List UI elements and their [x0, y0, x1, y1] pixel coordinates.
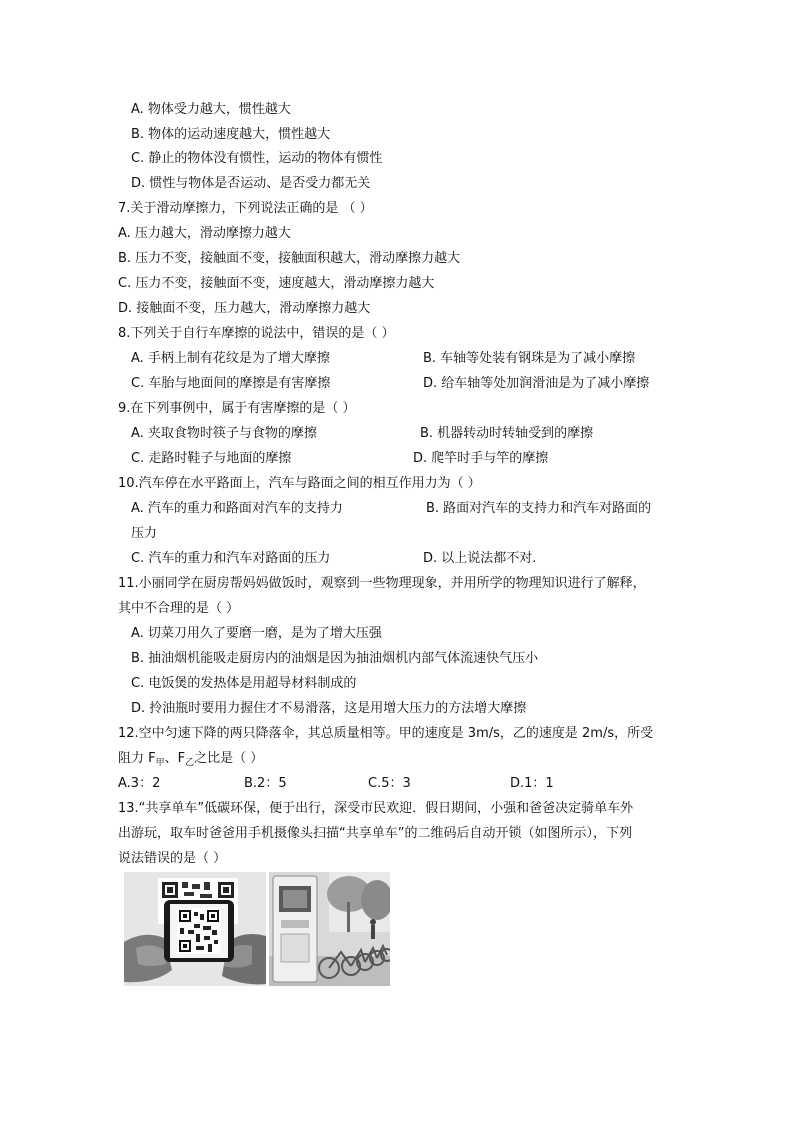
q13-stem-line3: 说法错误的是（ ）	[118, 851, 227, 866]
q7-option-d: D. 接触面不变，压力越大，滑动摩擦力越大	[118, 301, 371, 316]
q12-stem-pre: 阻力 F	[118, 751, 156, 766]
q10-option-c: C. 汽车的重力和汽车对路面的压力	[131, 551, 331, 566]
q10-option-b-line2: 压力	[131, 526, 158, 541]
q12-stem-line2	[118, 750, 263, 769]
q10-stem: 10.汽车停在水平路面上，汽车与路面之间的相互作用力为（ ）	[118, 476, 481, 491]
q7-option-c: C. 压力不变，接触面不变，速度越大，滑动摩擦力越大	[118, 276, 435, 291]
q7-option-b: B. 压力不变，接触面不变，接触面积越大，滑动摩擦力越大	[118, 251, 461, 266]
q11-stem-line1: 11.小丽同学在厨房帮妈妈做饭时，观察到一些物理现象，并用所学的物理知识进行了解释，	[118, 576, 646, 591]
q12-stem-line1: 12.空中匀速下降的两只降落伞，其总质量相等。甲的速度是 3m/s，乙的速度是 2m/s，所受	[118, 726, 654, 741]
q9-option-b: B. 机器转动时转轴受到的摩擦	[420, 426, 594, 441]
q7-option-a: A. 压力越大，滑动摩擦力越大	[118, 226, 291, 241]
q9-option-c: C. 走路时鞋子与地面的摩擦	[131, 451, 292, 466]
q10-option-d: D. 以上说法都不对.	[423, 551, 537, 566]
q13-stem-line1: 13.“共享单车”低碳环保，便于出行，深受市民欢迎．假日期间，小强和爸爸决定骑单车外	[118, 801, 634, 816]
q8-option-b: B. 车轴等处装有钢珠是为了减小摩擦	[423, 351, 636, 366]
q13-stem-line2: 出游玩，取车时爸爸用手机摄像头扫描“共享单车”的二维码后自动开锁（如图所示），下列	[118, 826, 632, 841]
q11-option-c: C. 电饭煲的发热体是用超导材料制成的	[131, 676, 357, 691]
q9-option-d: D. 爬竿时手与竿的摩擦	[413, 451, 549, 466]
q12-subscript-yi: 乙	[185, 758, 195, 768]
q8-stem: 8.下列关于自行车摩擦的说法中，错误的是（ ）	[118, 326, 395, 341]
q12-stem-post: 之比是（ ）	[194, 751, 264, 766]
q12-option-a: A.3：2	[118, 776, 161, 791]
q11-option-b: B. 抽油烟机能吸走厨房内的油烟是因为抽油烟机内部气体流速快气压小	[131, 651, 539, 666]
q8-option-d: D. 给车轴等处加润滑油是为了减小摩擦	[423, 376, 650, 391]
q9-option-a: A. 夹取食物时筷子与食物的摩擦	[131, 426, 317, 441]
q12-subscript-jia: 甲	[155, 758, 165, 768]
qr-code-icon	[177, 908, 221, 954]
qr-scan-photo	[124, 872, 266, 986]
q12-stem-mid: 、F	[164, 751, 186, 766]
bike-station-photo	[269, 872, 390, 986]
q7-stem: 7.关于滑动摩擦力，下列说法正确的是 （ ）	[118, 201, 373, 216]
q10-option-a: A. 汽车的重力和路面对汽车的支持力	[131, 501, 343, 516]
q12-option-d: D.1：1	[510, 776, 554, 791]
q10-option-b-line1: B. 路面对汽车的支持力和汽车对路面的	[426, 501, 652, 516]
phone-scan-illustration	[124, 872, 266, 986]
q8-option-c: C. 车胎与地面间的摩擦是有害摩擦	[131, 376, 331, 391]
q11-option-a: A. 切菜刀用久了要磨一磨，是为了增大压强	[131, 626, 382, 641]
q12-option-b: B.2：5	[244, 776, 287, 791]
q6-option-b: B. 物体的运动速度越大，惯性越大	[131, 127, 331, 142]
q11-option-d: D. 拎油瓶时要用力握住才不易滑落，这是用增大压力的方法增大摩擦	[131, 701, 527, 716]
kiosk-icon	[273, 876, 317, 982]
bike-station-illustration	[269, 872, 390, 986]
q9-stem: 9.在下列事例中，属于有害摩擦的是（ ）	[118, 401, 356, 416]
q12-option-c: C.5：3	[368, 776, 411, 791]
q6-option-c: C. 静止的物体没有惯性，运动的物体有惯性	[131, 151, 383, 166]
q6-option-d: D. 惯性与物体是否运动、是否受力都无关	[131, 176, 371, 191]
q8-option-a: A. 手柄上制有花纹是为了增大摩擦	[131, 351, 330, 366]
q13-figure	[124, 872, 390, 986]
q6-option-a: A. 物体受力越大，惯性越大	[131, 102, 291, 117]
q11-stem-line2: 其中不合理的是（ ）	[118, 601, 240, 616]
